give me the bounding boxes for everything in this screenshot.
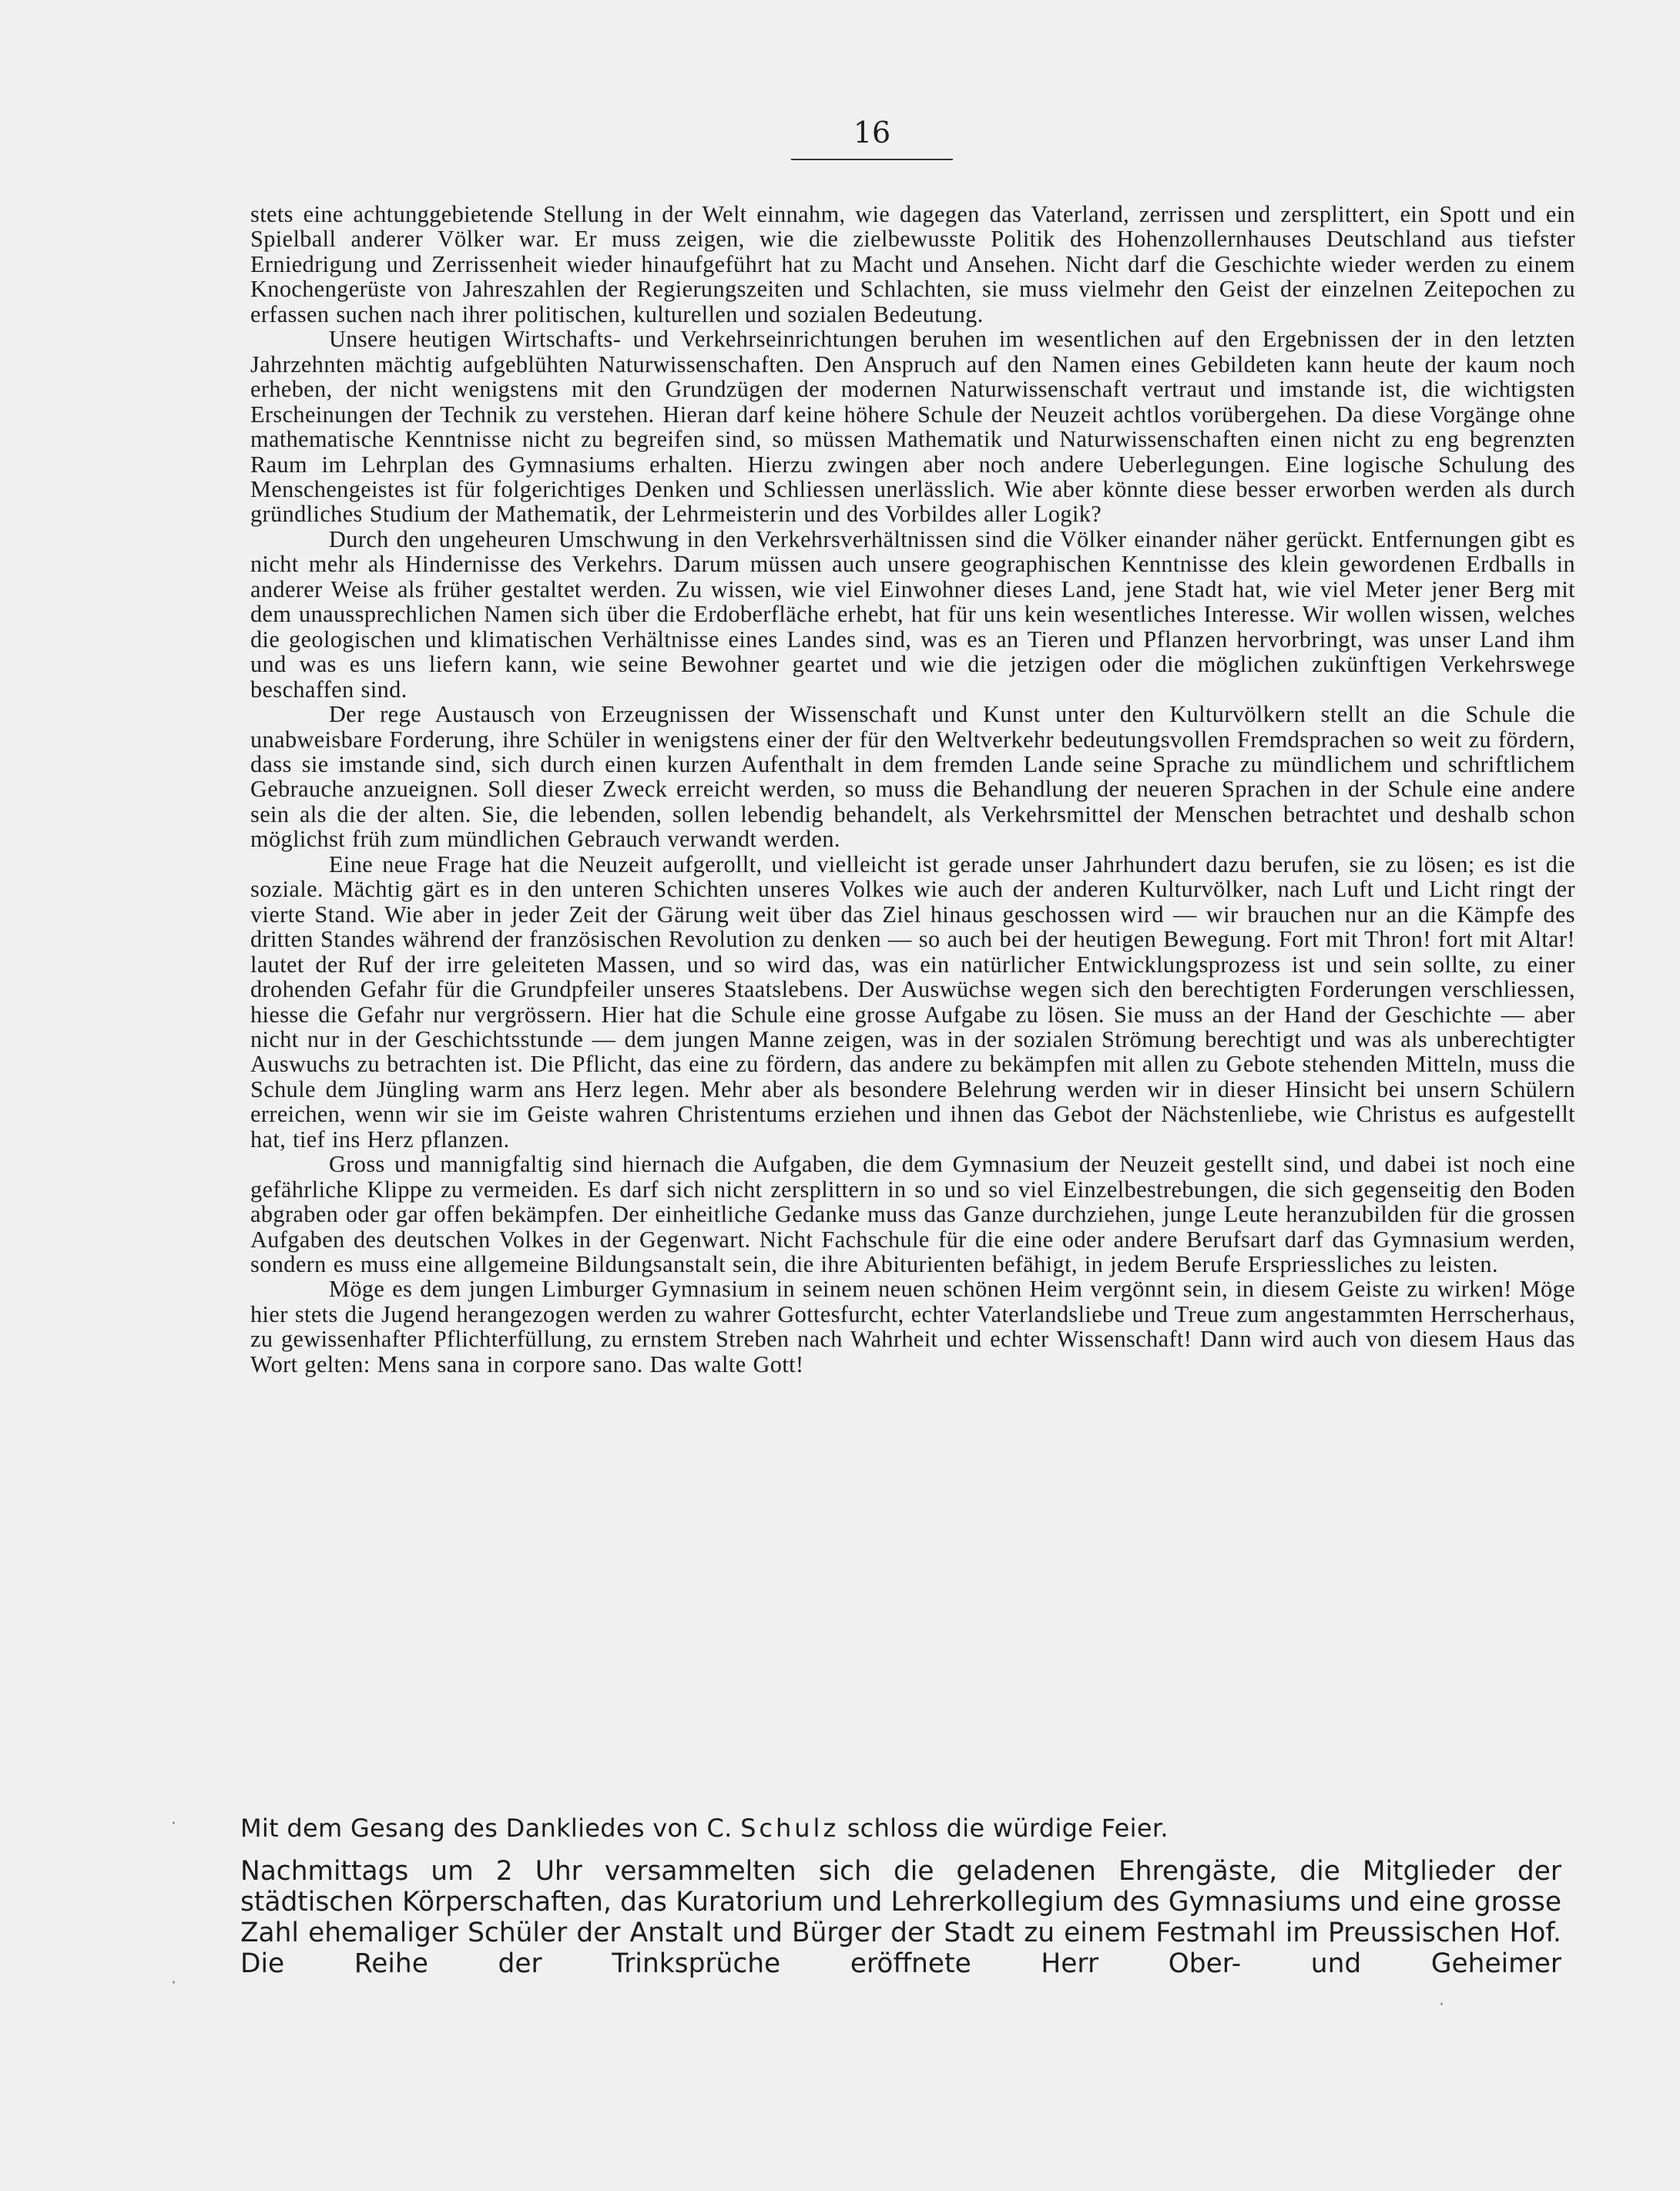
- page-number-rule: [791, 159, 953, 160]
- closing-sentence: [240, 1812, 1581, 1844]
- paragraph-history: stets eine achtunggebietende Stellung in der Welt einnahm, wie dagegen das Vaterland, zerrissen und zersplittert, ein Spott und ein Spielball anderer Völker war. Er muss zeigen, wie die zielbewusste Politik des Hohenzollernhauses Deutschland aus tiefster Erniedrigung und Zerrissenheit wieder hinaufgeführt hat zu Macht und Ansehen. Nicht darf die Geschichte wieder werden zu einem Knochengerüste von Jahreszahlen der Regierungszeiten und Schlachten, sie muss vielmehr den Geist der einzelnen Zeitepochen zu erfassen suchen nach ihrer politischen, kulturellen und sozialen Bedeutung.: [250, 201, 1575, 327]
- main-text-block: [250, 202, 1575, 1377]
- margin-dot: ·: [1439, 1995, 1444, 2015]
- paragraph-natural-sciences: Unsere heutigen Wirtschafts- und Verkehrseinrichtungen beruhen im wesentlichen auf den Ergebnissen der in den letzten Jahrzehnten mächtig aufgeblühten Naturwissenschaften. Den Anspruch auf den Namen eines Gebildeten kann heute der kaum noch erheben, der nicht wenigstens mit den Grundzügen der modernen Naturwissenschaft vertraut und imstande ist, die wichtigsten Erscheinungen der Technik zu verstehen. Hieran darf keine höhere Schule der Neuzeit achtlos vorübergehen. Da diese Vorgänge ohne mathematische Kenntnisse nicht zu begreifen sind, so müssen Mathematik und Naturwissenschaften einen nicht zu eng begrenzten Raum im Lehrplan des Gymnasiums erhalten. Hierzu zwingen aber noch andere Ueberlegungen. Eine logische Schulung des Menschengeistes ist für folgerichtiges Denken und Schliessen unerlässlich. Wie aber könnte diese besser erworben werden als durch gründliches Studium der Mathematik, der Lehrmeisterin und des Vorbildes aller Logik?: [250, 326, 1575, 528]
- margin-dot: ·: [171, 1814, 176, 1834]
- paragraph-foreign-languages: Der rege Austausch von Erzeugnissen der Wissenschaft und Kunst unter den Kulturvölkern stellt an die Schule die unabweisbare Forderung, ihre Schüler in wenigstens einer der für den Weltverkehr bedeutungsvollen Fremdsprachen so weit zu fördern, dass sie imstande sind, sich durch einen kurzen Aufenthalt in dem fremden Lande seine Sprache zu mündlichem und schriftlichem Gebrauche anzueignen. Soll dieser Zweck erreicht werden, so muss die Behandlung der neueren Sprachen in der Schule eine andere sein als die der alten. Sie, die lebenden, sollen lebendig behandelt, als Verkehrsmittel der Menschen betrachtet und deshalb schon möglichst früh zum mündlichen Gebrauch verwandt werden.: [250, 701, 1575, 853]
- composer-name: Schulz: [740, 1814, 840, 1843]
- paragraph-social-question: Eine neue Frage hat die Neuzeit aufgerollt, und vielleicht ist gerade unser Jahrhundert dazu berufen, sie zu lösen; es ist die soziale. Mächtig gärt es in den unteren Schichten unseres Volkes wie auch der anderen Kulturvölker, nach Luft und Licht ringt der vierte Stand. Wie aber in jeder Zeit der Gärung weit über das Ziel hinaus geschossen wird — wir brauchen nur an die Kämpfe des dritten Standes während der französischen Revolution zu denken — so auch bei der heutigen Bewegung. Fort mit Thron! fort mit Altar! lautet der Ruf der irre geleiteten Massen, und so wird das, was ein natürlicher Entwicklungsprozess ist und sein sollte, zu einer drohenden Gefahr für die Grundpfeiler unseres Staatslebens. Der Auswüchse wegen sich den berechtigten Forderungen verschliessen, hiesse die Gefahr nur vergrössern. Hier hat die Schule eine grosse Aufgabe zu lösen. Sie muss an der Hand der Geschichte — aber nicht nur in der Geschichtsstunde — dem jungen Manne zeigen, was in der sozialen Strömung berechtigt und was als unberechtigter Auswuchs zu betrachten ist. Die Pflicht, das eine zu fördern, das andere zu bekämpfen mit allen zu Gebote stehenden Mitteln, muss die Schule dem Jüngling warm ans Herz legen. Mehr aber als besondere Belehrung werden wir in dieser Hinsicht bei unsern Schülern erreichen, wenn wir sie im Geiste wahren Christentums erziehen und ihnen das Gebot der Nächstenliebe, wie Christus es aufgestellt hat, tief ins Herz pflanzen.: [250, 851, 1575, 1153]
- paragraph-geography: Durch den ungeheuren Umschwung in den Verkehrsverhältnissen sind die Völker einander näher gerückt. Entfernungen gibt es nicht mehr als Hindernisse des Verkehrs. Darum müssen auch unsere geographischen Kenntnisse des klein gewordenen Erdballs in anderer Weise als früher gestaltet werden. Zu wissen, wie viel Einwohner dieses Land, jene Stadt hat, wie viel Meter jener Berg mit dem unaussprechlichen Namen sich über die Erdoberfläche erhebt, hat für uns kein wesentliches Interesse. Wir wollen wissen, welches die geologischen und klimatischen Verhältnisse eines Landes sind, was es an Tieren und Pflanzen hervorbringt, was unser Land ihm und was es uns liefern kann, wie seine Bewohner geartet und wie die jetzigen oder die möglichen zukünftigen Verkehrswege beschaffen sind.: [250, 525, 1575, 703]
- closing-text-before: Mit dem Gesang des Dankliedes von C.: [240, 1814, 741, 1843]
- page-number: 16: [853, 116, 891, 149]
- afternoon-paragraph: Nachmittags um 2 Uhr versammelten sich die geladenen Ehrengäste, die Mitglieder der städtischen Körperschaften, das Kuratorium und Lehrerkollegium des Gymnasiums und eine grosse Zahl ehemaliger Schüler der Anstalt und Bürger der Stadt zu einem Festmahl im Preussischen Hof. Die Reihe der Trinksprüche eröffnete Herr Ober- und Geheimer: [240, 1856, 1561, 1979]
- paragraph-unity: Gross und mannigfaltig sind hiernach die Aufgaben, die dem Gymnasium der Neuzeit gestellt sind, und dabei ist noch eine gefährliche Klippe zu vermeiden. Es darf sich nicht zersplittern in so und so viel Einzelbestrebungen, die sich gegenseitig den Boden abgraben oder gar offen bekämpfen. Der einheitliche Gedanke muss das Ganze durchziehen, junge Leute heranzubilden für die grossen Aufgaben des deutschen Volkes in der Gegenwart. Nicht Fachschule für die eine oder andere Berufsart darf das Gymnasium werden, sondern es muss eine allgemeine Bildungsanstalt sein, die ihre Abiturienten befähigt, in jedem Berufe Erspriessliches zu leisten.: [250, 1151, 1575, 1278]
- closing-text-after: schloss die würdige Feier.: [839, 1814, 1169, 1843]
- paragraph-closing-wish: Möge es dem jungen Limburger Gymnasium in seinem neuen schönen Heim vergönnt sein, in diesem Geiste zu wirken! Möge hier stets die Jugend herangezogen werden zu wahrer Gottesfurcht, echter Vaterlandsliebe und Treue zum angestammten Herrscherhaus, zu gewissenhafter Pflichterfüllung, zu ernstem Streben nach Wahrheit und echter Wissenschaft! Dann wird auch von diesem Haus das Wort gelten: Mens sana in corpore sano. Das walte Gott!: [250, 1276, 1575, 1377]
- margin-dot: ·: [171, 1974, 176, 1993]
